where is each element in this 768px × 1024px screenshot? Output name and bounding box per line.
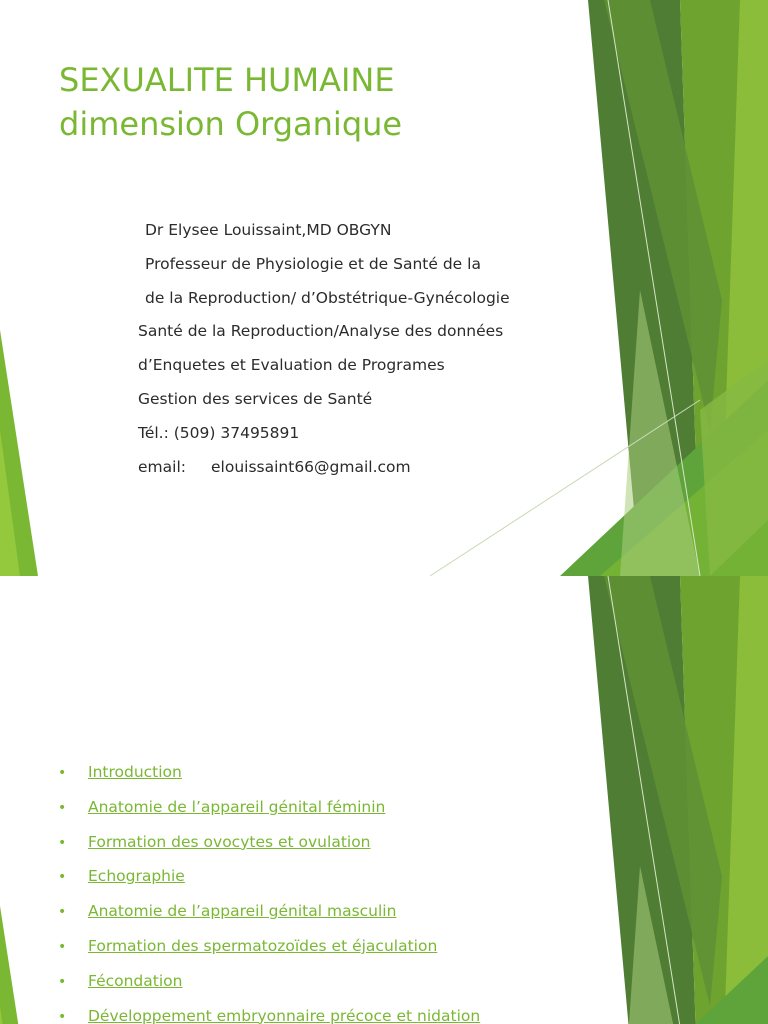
toc-item [58, 756, 480, 791]
toc-link-fecondation[interactable]: Fécondation [88, 971, 183, 990]
email-label: email: [138, 457, 186, 476]
toc-link-anatomie-masculin[interactable]: Anatomie de l’appareil génital masculin [88, 902, 397, 921]
role-line-4: d’Enquetes et Evaluation de Programes [138, 356, 445, 375]
bullet-icon: • [58, 1008, 67, 1024]
email-line [138, 451, 510, 485]
bullet-icon: • [58, 973, 67, 990]
author-name: Dr Elysee Louissaint,MD OBGYN [145, 221, 392, 239]
bullet-icon: • [58, 765, 67, 781]
toc-link-developpement[interactable]: Développement embryonnaire précoce et nidation [88, 1006, 481, 1024]
toc-item [58, 895, 480, 930]
bullet-icon: • [58, 869, 67, 886]
email-value: elouissaint66@gmail.com [211, 457, 411, 476]
role-line-1: Professeur de Physiologie et de Santé de la [145, 254, 481, 273]
bullet-icon: • [58, 834, 67, 851]
bullet-icon: • [58, 938, 67, 955]
role-line-5: Gestion des services de Santé [138, 389, 373, 408]
title-line-2: dimension Organique [59, 105, 403, 143]
toc-link-ovocytes[interactable]: Formation des ovocytes et ovulation [88, 832, 371, 851]
bullet-icon: • [58, 799, 67, 816]
author-info [138, 214, 510, 484]
title-line-1: SEXUALITE HUMAINE [59, 61, 395, 99]
toc-item [58, 826, 480, 861]
toc-link-anatomie-feminin[interactable]: Anatomie de l’appareil génital féminin [88, 797, 386, 816]
toc-link-spermatozoides[interactable]: Formation des spermatozoïdes et éjaculation [88, 936, 438, 955]
phone-line: Tél.: (509) 37495891 [138, 423, 300, 442]
role-line-3: Santé de la Reproduction/Analyse des données [138, 322, 504, 341]
toc-item [58, 860, 480, 895]
toc-item [58, 1000, 480, 1024]
toc-item [58, 791, 480, 826]
bullet-icon: • [58, 904, 67, 921]
toc-link-echographie[interactable]: Echographie [88, 867, 185, 886]
slide-title [59, 58, 402, 146]
toc-slide [0, 576, 768, 1024]
toc-item [58, 965, 480, 1000]
toc-link-introduction[interactable]: Introduction [88, 763, 182, 781]
table-of-contents [58, 756, 480, 1024]
toc-item [58, 930, 480, 965]
role-line-2: de la Reproduction/ d’Obstétrique-Gynécologie [145, 288, 510, 307]
